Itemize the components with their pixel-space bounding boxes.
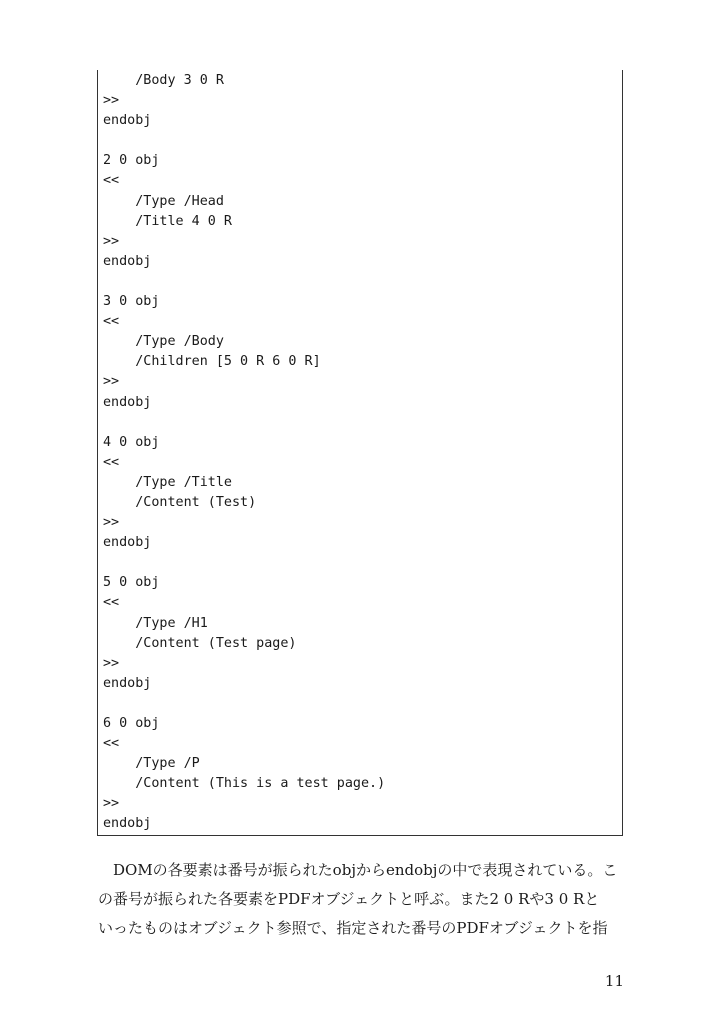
code-line: /Type /Head <box>103 193 224 209</box>
code-line: /Type /Body <box>103 334 224 350</box>
code-line <box>103 694 385 714</box>
code-line <box>103 413 385 433</box>
code-line: /Content (This is a test page.) <box>103 776 386 792</box>
paragraph-line: の番号が振られた各要素をPDFオブジェクトと呼ぶ。また2 0 Rや3 0 Rと <box>98 890 600 908</box>
code-line: /Title 4 0 R <box>103 213 232 229</box>
code-line: >> <box>103 655 120 671</box>
code-line: >> <box>103 93 120 109</box>
code-line: 5 0 obj <box>103 575 160 591</box>
code-line: >> <box>103 374 120 390</box>
page-number: 11 <box>604 972 624 990</box>
body-paragraph <box>98 856 626 943</box>
code-line <box>103 272 385 292</box>
code-line: 6 0 obj <box>103 716 160 731</box>
code-line: /Type /H1 <box>103 615 208 631</box>
code-line: << <box>103 736 120 752</box>
code-line: /Type /P <box>103 756 200 772</box>
code-line: endobj <box>103 816 152 832</box>
code-line: << <box>103 314 120 330</box>
code-line: /Body 3 0 R <box>103 73 224 88</box>
code-listing <box>97 70 623 836</box>
code-line: << <box>103 454 120 470</box>
code-line: 4 0 obj <box>103 434 160 450</box>
code-line: /Content (Test page) <box>103 635 297 651</box>
code-line: 3 0 obj <box>103 294 160 310</box>
code-line <box>103 131 385 151</box>
code-line <box>103 553 385 573</box>
code-line: /Content (Test) <box>103 494 257 510</box>
code-lines <box>103 71 385 835</box>
paragraph-line: いったものはオブジェクト参照で、指定された番号のPDFオブジェクトを指 <box>98 919 608 937</box>
code-line: endobj <box>103 253 152 269</box>
code-line: endobj <box>103 535 152 551</box>
code-line: >> <box>103 233 120 249</box>
paragraph-line: DOMの各要素は番号が振られたobjからendobjの中で表現されている。こ <box>113 861 618 879</box>
code-line: endobj <box>103 113 152 129</box>
code-line: endobj <box>103 394 152 410</box>
code-line: << <box>103 595 120 611</box>
code-line: >> <box>103 515 120 531</box>
code-line: << <box>103 173 120 189</box>
code-line: /Children [5 0 R 6 0 R] <box>103 354 321 370</box>
code-line: 2 0 obj <box>103 153 160 169</box>
code-line: /Type /Title <box>103 474 232 490</box>
code-line: >> <box>103 796 120 812</box>
code-line: endobj <box>103 675 152 691</box>
